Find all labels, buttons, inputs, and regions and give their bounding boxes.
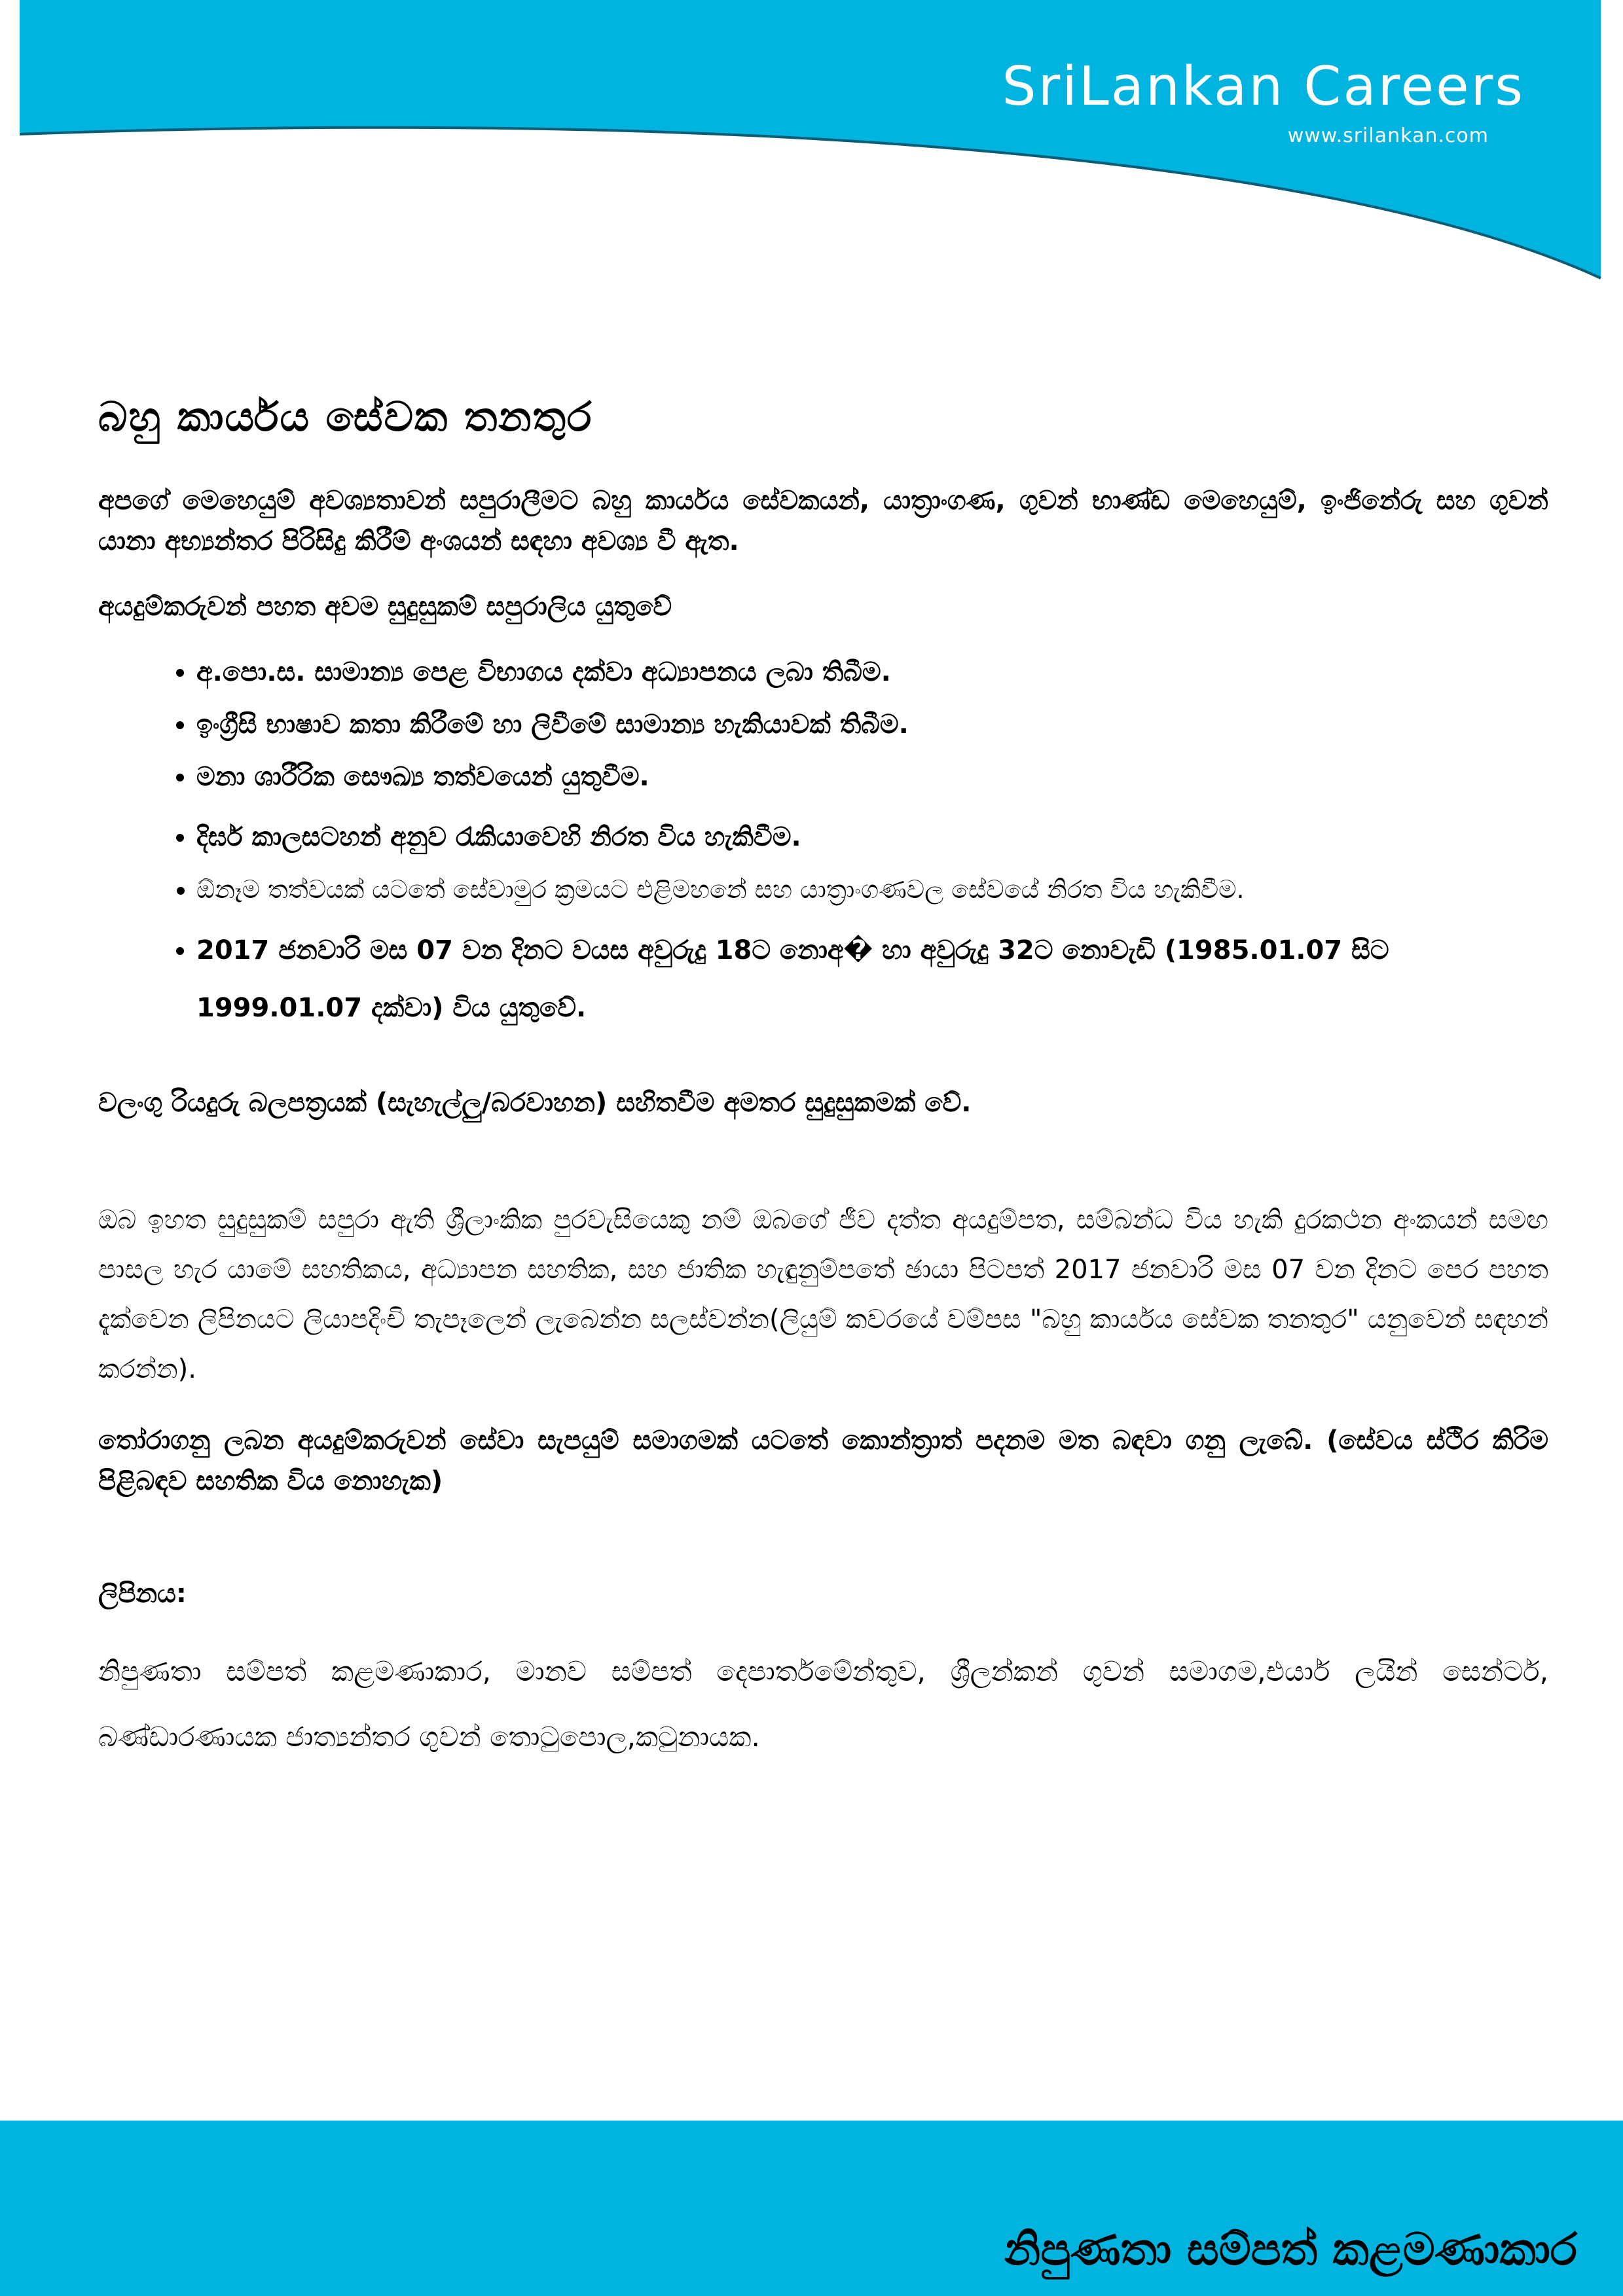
requirement-item: • අ.පො.ස. සාමාන්‍ය පෙළ විභාගය දක්වා අධ්‍යාපනය ලබා තිබීම. (196, 652, 1548, 692)
license-note: වලංගු රියදුරු බලපත්‍රයක් (සැහැල්ලු/බරවාහන) සහිතවීම අමතර සුදුසුකමක් වේ. (98, 1088, 972, 1118)
selection-paragraph: තෝරාගනු ලබන අයදුම්කරුවන් සේවා සැපයුම් සමාගමක් යටතේ කොන්ත්‍රාත් පදනම මත බඳවා ගනු ලැබේ. (සේවය ස්ථිර කිරිම පිළිබඳව සහතික විය නොහැක) (98, 1426, 1548, 1496)
requirements-list (98, 652, 1548, 1037)
requirement-item: • 2017 ජනවාරි මස 07 වන දිනට වයස අවුරුදු 18ට නොඅ� හා අවුරුදු 32ට නොවැඩි (1985.01.07 සිට 1999.01.07 දක්වා) විය යුතුවේ. (196, 922, 1548, 1037)
requirement-item: • ඕනෑම තත්වයක් යටතේ සේවාමුර ක්‍රමයට එළිමහනේ සහ යාත්‍රාංගණවල සේවයේ නිරත විය හැකිවීම. (196, 869, 1548, 910)
address-text: නිපුණතා සම්පත් කළමණාකාර, මානව සම්පත් දෙපාර්තමේන්තුව, ශ්‍රීලන්කන් ගුවන් සමාගම,එයාර් ලයින් සෙන්ටර්, බණ්ඩාරණායක ජාත්‍යන්තර ගුවන් තොටුපොල,කටුනායක. (98, 1655, 1548, 1753)
footer-banner (0, 2121, 1623, 2296)
header-banner (0, 0, 1623, 288)
requirement-item: • ඉංග්‍රීසි භාෂාව කතා කිරීමේ හා ලිවීමේ සාමාන්‍ය හැකියාවක් තිබීම. (196, 704, 1548, 745)
address-label: ලිපිනය: (98, 1579, 187, 1609)
footer-title: නිපුණතා සම්පත් කළමණාකාර (1004, 2224, 1577, 2276)
requirement-item: • මනා ශාරීරික සෞඛ්‍ය තත්වයෙන් යුතුවීම. (196, 757, 1548, 797)
document-body (98, 393, 1548, 1795)
intro-paragraph: අපගේ මෙහෙයුම් අවශ්‍යතාවන් සපුරාලීමට බහු කාර්යය සේවකයන්, යාත්‍රාංගණ, ගුවන් භාණ්ඩ මෙහෙයුම්, ඉංජිනේරු සහ ගුවන් යානා අභ්‍යන්තර පිරිසිදු කිරීම් අංශයන් සඳහා අවශ්‍ය වී ඇත. (98, 486, 1548, 556)
brand-url: www.srilankan.com (1287, 124, 1489, 147)
requirements-heading: අයදුම්කරුවන් පහත අවම සුදුසුකම් සපුරාලිය යුතුවේ (98, 592, 672, 622)
requirement-item: • දිර්ඝ කාලසටහන් අනුව රැකියාවෙහි නිරත විය හැකිවීම. (196, 817, 1548, 857)
brand-logo-text: SriLankan Careers (1002, 56, 1525, 118)
page-title: බහු කාර්යය සේවක තනතුර (98, 393, 593, 440)
apply-paragraph: ඔබ ඉහත සුදුසුකම් සපුරා ඇති ශ්‍රීලාංකික පුරවැසියෙකු නම් ඔබගේ ජීව දත්ත අයදුම්පත, සම්බන්ධ විය හැකි දුරකථන අංකයන් සමඟ පාසල හැර යාමේ සහතිකය, අධ්‍යාපන සහතික, සහ ජාතික හැඳුනුම්පතේ ඡායා පිටපත් 2017 ජනවාරි මස 07 වන දිනට පෙර පහත දැක්වෙන ලිපිනයට ලියාපදිංචි තැපෑලෙන් ලැබෙන්න සලස්වන්න(ලියුම් කවරයේ වම්පස "බහු කාර්යය සේවක තනතුර" යනුවෙන් සඳහන් කරන්න). (98, 1205, 1548, 1384)
